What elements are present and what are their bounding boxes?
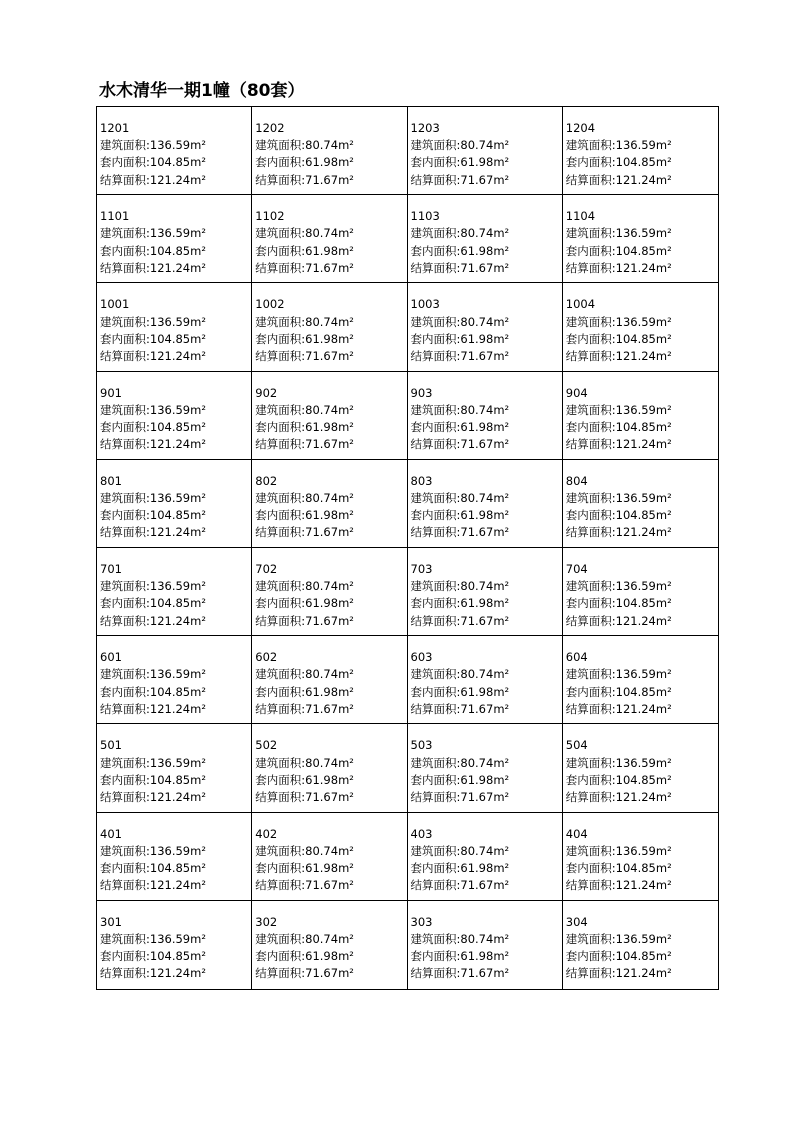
building-area: 建筑面积:80.74m²: [410, 402, 510, 417]
settlement-area: 结算面积:121.24m²: [565, 789, 672, 804]
building-area: 建筑面积:136.59m²: [565, 755, 672, 770]
building-area: 建筑面积:80.74m²: [410, 843, 510, 858]
room-number: 804: [565, 473, 588, 488]
building-area: 建筑面积:80.74m²: [255, 402, 354, 417]
settlement-area: 结算面积:121.24m²: [565, 260, 672, 275]
page-title: 水木清华一期1幢（80套）: [99, 81, 305, 101]
inner-area: 套内面积:61.98m²: [255, 155, 354, 170]
unit-cell: [97, 372, 252, 460]
unit-cell: [408, 107, 563, 195]
unit-cell: [563, 901, 718, 989]
settlement-area: 结算面积:121.24m²: [565, 437, 672, 452]
inner-area: 套内面积:61.98m²: [410, 949, 510, 964]
inner-area: 套内面积:61.98m²: [410, 596, 510, 611]
building-area: 建筑面积:80.74m²: [255, 667, 354, 682]
unit-cell: [563, 636, 718, 724]
building-area: 建筑面积:136.59m²: [565, 931, 672, 946]
room-number: 304: [565, 914, 588, 929]
room-number: 1201: [100, 121, 130, 135]
settlement-area: 结算面积:121.24m²: [565, 878, 672, 893]
inner-area: 套内面积:104.85m²: [100, 860, 206, 875]
room-number: 1103: [410, 209, 440, 224]
inner-area: 套内面积:104.85m²: [565, 949, 672, 964]
unit-cell: [563, 460, 718, 548]
settlement-area: 结算面积:121.24m²: [100, 789, 206, 804]
unit-cell: [408, 901, 563, 989]
room-number: 1102: [255, 209, 285, 224]
room-number: 902: [255, 385, 278, 400]
building-area: 建筑面积:136.59m²: [100, 226, 206, 241]
unit-cell: [563, 724, 718, 812]
room-number: 704: [565, 561, 588, 576]
building-area: 建筑面积:80.74m²: [255, 490, 354, 505]
inner-area: 套内面积:104.85m²: [100, 419, 206, 434]
inner-area: 套内面积:61.98m²: [255, 419, 354, 434]
unit-table: [96, 106, 719, 990]
settlement-area: 结算面积:71.67m²: [410, 789, 510, 804]
room-number: 601: [100, 650, 122, 665]
unit-cell: [97, 283, 252, 371]
room-number: 603: [410, 650, 433, 665]
settlement-area: 结算面积:71.67m²: [410, 878, 510, 893]
settlement-area: 结算面积:121.24m²: [565, 525, 672, 540]
inner-area: 套内面积:61.98m²: [255, 596, 354, 611]
inner-area: 套内面积:104.85m²: [565, 155, 672, 170]
inner-area: 套内面积:104.85m²: [100, 772, 206, 787]
inner-area: 套内面积:61.98m²: [410, 419, 510, 434]
building-area: 建筑面积:80.74m²: [410, 226, 510, 241]
settlement-area: 结算面积:71.67m²: [255, 613, 354, 628]
building-area: 建筑面积:80.74m²: [410, 314, 510, 329]
unit-cell: [97, 548, 252, 636]
inner-area: 套内面积:104.85m²: [100, 331, 206, 346]
unit-cell: [563, 195, 718, 283]
settlement-area: 结算面积:121.24m²: [100, 348, 206, 363]
room-number: 701: [100, 561, 122, 576]
unit-cell: [97, 901, 252, 989]
room-number: 404: [565, 826, 588, 841]
room-number: 1001: [100, 297, 130, 312]
inner-area: 套内面积:61.98m²: [410, 860, 510, 875]
inner-area: 套内面积:61.98m²: [410, 508, 510, 523]
building-area: 建筑面积:80.74m²: [410, 138, 510, 153]
building-area: 建筑面积:80.74m²: [410, 667, 510, 682]
room-number: 502: [255, 738, 278, 753]
settlement-area: 结算面积:121.24m²: [100, 966, 206, 981]
inner-area: 套内面积:61.98m²: [255, 684, 354, 699]
inner-area: 套内面积:104.85m²: [565, 419, 672, 434]
room-number: 1101: [100, 209, 130, 224]
unit-cell: [252, 372, 407, 460]
building-area: 建筑面积:80.74m²: [255, 314, 354, 329]
unit-cell: [408, 283, 563, 371]
unit-cell: [408, 460, 563, 548]
settlement-area: 结算面积:121.24m²: [565, 966, 672, 981]
inner-area: 套内面积:61.98m²: [255, 331, 354, 346]
inner-area: 套内面积:104.85m²: [100, 684, 206, 699]
settlement-area: 结算面积:121.24m²: [100, 878, 206, 893]
settlement-area: 结算面积:71.67m²: [255, 701, 354, 716]
settlement-area: 结算面积:121.24m²: [100, 525, 206, 540]
inner-area: 套内面积:104.85m²: [565, 596, 672, 611]
room-number: 303: [410, 914, 433, 929]
settlement-area: 结算面积:71.67m²: [255, 525, 354, 540]
unit-cell: [563, 372, 718, 460]
room-number: 403: [410, 826, 433, 841]
inner-area: 套内面积:104.85m²: [100, 508, 206, 523]
inner-area: 套内面积:104.85m²: [565, 508, 672, 523]
building-area: 建筑面积:136.59m²: [565, 226, 672, 241]
settlement-area: 结算面积:121.24m²: [100, 701, 206, 716]
settlement-area: 结算面积:71.67m²: [255, 172, 354, 187]
building-area: 建筑面积:80.74m²: [255, 138, 354, 153]
settlement-area: 结算面积:71.67m²: [410, 701, 510, 716]
room-number: 702: [255, 561, 278, 576]
room-number: 301: [100, 914, 122, 929]
settlement-area: 结算面积:71.67m²: [410, 437, 510, 452]
building-area: 建筑面积:80.74m²: [410, 931, 510, 946]
building-area: 建筑面积:80.74m²: [410, 490, 510, 505]
inner-area: 套内面积:104.85m²: [100, 155, 206, 170]
room-number: 703: [410, 561, 433, 576]
building-area: 建筑面积:136.59m²: [100, 314, 206, 329]
unit-cell: [97, 107, 252, 195]
inner-area: 套内面积:61.98m²: [410, 331, 510, 346]
inner-area: 套内面积:61.98m²: [255, 860, 354, 875]
room-number: 503: [410, 738, 433, 753]
unit-cell: [97, 195, 252, 283]
settlement-area: 结算面积:121.24m²: [100, 613, 206, 628]
inner-area: 套内面积:61.98m²: [255, 772, 354, 787]
unit-cell: [97, 636, 252, 724]
settlement-area: 结算面积:71.67m²: [410, 613, 510, 628]
settlement-area: 结算面积:71.67m²: [410, 525, 510, 540]
settlement-area: 结算面积:121.24m²: [565, 172, 672, 187]
inner-area: 套内面积:61.98m²: [410, 684, 510, 699]
building-area: 建筑面积:136.59m²: [100, 490, 206, 505]
room-number: 901: [100, 385, 122, 400]
room-number: 1104: [565, 209, 596, 224]
inner-area: 套内面积:104.85m²: [565, 684, 672, 699]
building-area: 建筑面积:136.59m²: [100, 579, 206, 594]
building-area: 建筑面积:136.59m²: [100, 667, 206, 682]
building-area: 建筑面积:136.59m²: [565, 490, 672, 505]
inner-area: 套内面积:104.85m²: [565, 860, 672, 875]
inner-area: 套内面积:104.85m²: [100, 596, 206, 611]
inner-area: 套内面积:61.98m²: [255, 243, 354, 258]
building-area: 建筑面积:80.74m²: [255, 579, 354, 594]
settlement-area: 结算面积:121.24m²: [565, 348, 672, 363]
unit-cell: [408, 724, 563, 812]
unit-cell: [408, 548, 563, 636]
unit-cell: [97, 460, 252, 548]
inner-area: 套内面积:104.85m²: [100, 243, 206, 258]
settlement-area: 结算面积:121.24m²: [100, 260, 206, 275]
room-number: 803: [410, 473, 433, 488]
building-area: 建筑面积:80.74m²: [410, 755, 510, 770]
settlement-area: 结算面积:71.67m²: [255, 348, 354, 363]
room-number: 504: [565, 738, 588, 753]
room-number: 401: [100, 826, 122, 841]
unit-cell: [563, 283, 718, 371]
room-number: 1003: [410, 297, 440, 312]
building-area: 建筑面积:80.74m²: [255, 755, 354, 770]
building-area: 建筑面积:136.59m²: [100, 402, 206, 417]
unit-cell: [252, 107, 407, 195]
building-area: 建筑面积:136.59m²: [100, 843, 206, 858]
building-area: 建筑面积:136.59m²: [565, 402, 672, 417]
settlement-area: 结算面积:121.24m²: [100, 172, 206, 187]
settlement-area: 结算面积:121.24m²: [100, 437, 206, 452]
unit-cell: [252, 195, 407, 283]
inner-area: 套内面积:104.85m²: [100, 949, 206, 964]
unit-cell: [252, 283, 407, 371]
room-number: 802: [255, 473, 278, 488]
unit-cell: [563, 107, 718, 195]
room-number: 1202: [255, 121, 285, 135]
room-number: 1002: [255, 297, 285, 312]
unit-cell: [408, 813, 563, 901]
settlement-area: 结算面积:121.24m²: [565, 701, 672, 716]
unit-cell: [252, 636, 407, 724]
building-area: 建筑面积:136.59m²: [100, 755, 206, 770]
room-number: 1203: [410, 121, 440, 135]
building-area: 建筑面积:136.59m²: [100, 931, 206, 946]
settlement-area: 结算面积:71.67m²: [410, 260, 510, 275]
inner-area: 套内面积:104.85m²: [565, 331, 672, 346]
room-number: 1004: [565, 297, 596, 312]
unit-cell: [97, 813, 252, 901]
building-area: 建筑面积:136.59m²: [565, 843, 672, 858]
room-number: 501: [100, 738, 122, 753]
unit-cell: [252, 813, 407, 901]
building-area: 建筑面积:80.74m²: [410, 579, 510, 594]
unit-cell: [408, 195, 563, 283]
unit-cell: [252, 548, 407, 636]
settlement-area: 结算面积:121.24m²: [565, 613, 672, 628]
unit-cell: [252, 901, 407, 989]
settlement-area: 结算面积:71.67m²: [255, 878, 354, 893]
room-number: 302: [255, 914, 278, 929]
inner-area: 套内面积:61.98m²: [410, 155, 510, 170]
room-number: 801: [100, 473, 122, 488]
unit-cell: [408, 372, 563, 460]
settlement-area: 结算面积:71.67m²: [255, 437, 354, 452]
room-number: 904: [565, 385, 588, 400]
building-area: 建筑面积:80.74m²: [255, 931, 354, 946]
building-area: 建筑面积:136.59m²: [100, 138, 206, 153]
room-number: 903: [410, 385, 433, 400]
inner-area: 套内面积:104.85m²: [565, 243, 672, 258]
unit-cell: [408, 636, 563, 724]
building-area: 建筑面积:136.59m²: [565, 579, 672, 594]
unit-cell: [97, 724, 252, 812]
building-area: 建筑面积:80.74m²: [255, 843, 354, 858]
inner-area: 套内面积:61.98m²: [410, 772, 510, 787]
building-area: 建筑面积:136.59m²: [565, 667, 672, 682]
room-number: 402: [255, 826, 278, 841]
settlement-area: 结算面积:71.67m²: [410, 966, 510, 981]
settlement-area: 结算面积:71.67m²: [255, 966, 354, 981]
building-area: 建筑面积:80.74m²: [255, 226, 354, 241]
inner-area: 套内面积:61.98m²: [255, 949, 354, 964]
inner-area: 套内面积:104.85m²: [565, 772, 672, 787]
building-area: 建筑面积:136.59m²: [565, 138, 672, 153]
settlement-area: 结算面积:71.67m²: [410, 172, 510, 187]
room-number: 602: [255, 650, 278, 665]
inner-area: 套内面积:61.98m²: [255, 508, 354, 523]
inner-area: 套内面积:61.98m²: [410, 243, 510, 258]
unit-cell: [252, 724, 407, 812]
building-area: 建筑面积:136.59m²: [565, 314, 672, 329]
unit-cell: [252, 460, 407, 548]
settlement-area: 结算面积:71.67m²: [255, 260, 354, 275]
unit-cell: [563, 813, 718, 901]
settlement-area: 结算面积:71.67m²: [410, 348, 510, 363]
settlement-area: 结算面积:71.67m²: [255, 789, 354, 804]
room-number: 1204: [565, 121, 596, 135]
unit-cell: [563, 548, 718, 636]
room-number: 604: [565, 650, 588, 665]
